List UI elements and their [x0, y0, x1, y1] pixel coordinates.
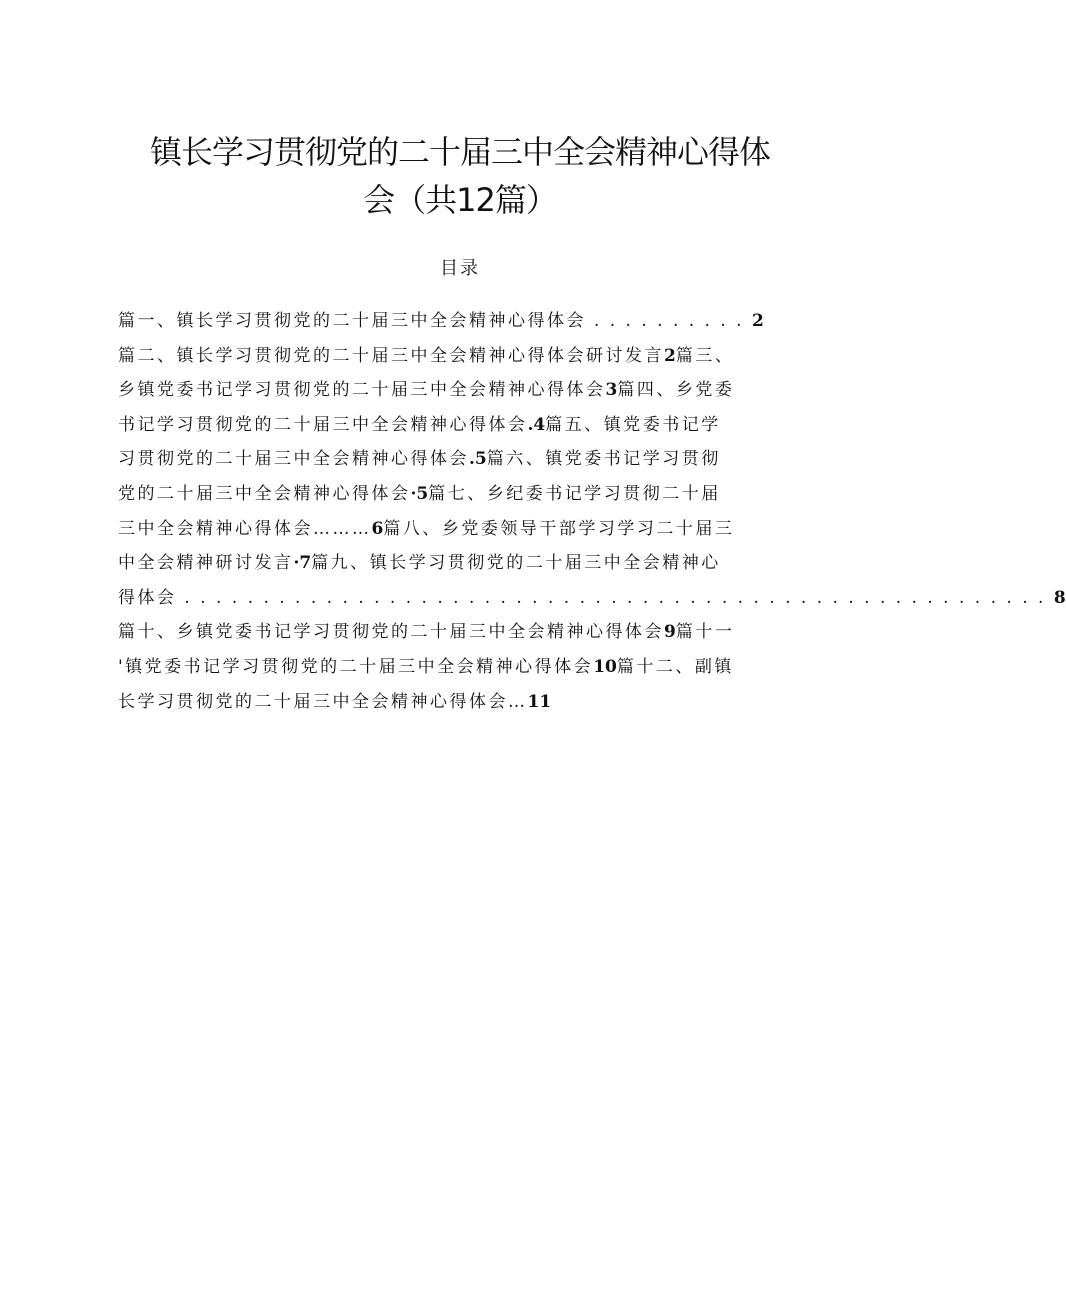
toc-entry-text: 乡镇党委书记学习贯彻党的二十届三中全会精神心得体会: [118, 380, 606, 401]
title-line-1: 镇长学习贯彻党的二十届三中全会精神心得体: [149, 133, 770, 171]
toc-next-entry-text: 篇九、镇长学习贯彻党的二十届三中全会精神心: [311, 553, 721, 574]
toc-entry-text: 篇一、镇长学习贯彻党的二十届三中全会精神心得体会 . . . . . . . . . .: [118, 311, 752, 331]
toc-entry-text: 习贯彻党的二十届三中全会精神心得体会: [118, 449, 469, 470]
toc-page-number: 3: [605, 380, 618, 401]
toc-line[interactable]: [118, 581, 1066, 616]
toc-line[interactable]: [118, 650, 858, 685]
toc-entry-text: 书记学习贯彻党的二十届三中全会精神心得体会: [118, 414, 528, 435]
toc-line[interactable]: [118, 615, 858, 650]
toc-next-entry-text: 篇三、: [675, 345, 735, 366]
toc-page-number: 2: [751, 311, 764, 331]
document-title: [100, 128, 820, 224]
toc-page-number: ·5: [410, 483, 429, 504]
toc-entry-text: 长学习贯彻党的二十届三中全会精神心得体会…: [118, 691, 528, 712]
table-of-contents: [118, 304, 1066, 719]
toc-line[interactable]: [118, 685, 858, 720]
toc-line[interactable]: [118, 339, 858, 374]
toc-entry-text: 篇十、乡镇党委书记学习贯彻党的二十届三中全会精神心得体会: [118, 622, 664, 643]
toc-page-number: .4: [527, 414, 546, 435]
toc-entry-text: 篇二、镇长学习贯彻党的二十届三中全会精神心得体会研讨发言: [118, 345, 664, 366]
toc-line[interactable]: [118, 373, 858, 408]
toc-entry-text: 中全会精神研讨发言: [118, 553, 294, 574]
toc-line[interactable]: [118, 546, 858, 581]
toc-page-number: 9: [664, 622, 676, 643]
toc-next-entry-text: 篇四、乡党委: [617, 380, 735, 401]
toc-next-entry-text: 篇十一: [675, 622, 735, 643]
toc-next-entry-text: 篇十二、副镇: [616, 656, 734, 677]
toc-page-number: 2: [664, 345, 676, 366]
toc-page-number: 11: [527, 691, 552, 712]
toc-page-number: 8: [1053, 587, 1066, 608]
toc-next-entry-text: 篇七、乡纪委书记学习贯彻二十届: [428, 483, 721, 504]
toc-entry-text: 三中全会精神心得体会………: [118, 518, 372, 539]
toc-entry-text: 得体会 . . . . . . . . . . . . . . . . . . . . . . . . . . . . . . . . . . . . . . . . . . . . . . . . . . . . . . .: [118, 587, 1054, 608]
toc-entry-text: 党的二十届三中全会精神心得体会: [118, 483, 411, 504]
toc-next-entry-text: 篇八、乡党委领导干部学习学习二十届三: [383, 518, 735, 539]
toc-page-number: 10: [593, 656, 617, 677]
toc-line[interactable]: [118, 477, 858, 512]
toc-line[interactable]: [118, 304, 858, 339]
toc-next-entry-text: 篇五、镇党委书记学: [545, 414, 721, 435]
toc-page-number: 6: [371, 518, 384, 539]
toc-page-number: ·7: [293, 553, 312, 574]
toc-page-number: .5: [469, 449, 487, 470]
toc-line[interactable]: [118, 408, 858, 443]
toc-line[interactable]: [118, 442, 858, 477]
toc-heading: 目录: [440, 258, 480, 279]
toc-next-entry-text: 篇六、镇党委书记学习贯彻: [486, 449, 721, 470]
toc-line[interactable]: [118, 512, 858, 547]
toc-entry-text: '镇党委书记学习贯彻党的二十届三中全会精神心得体会: [118, 656, 594, 677]
title-line-2: 会（共12篇）: [363, 181, 557, 219]
